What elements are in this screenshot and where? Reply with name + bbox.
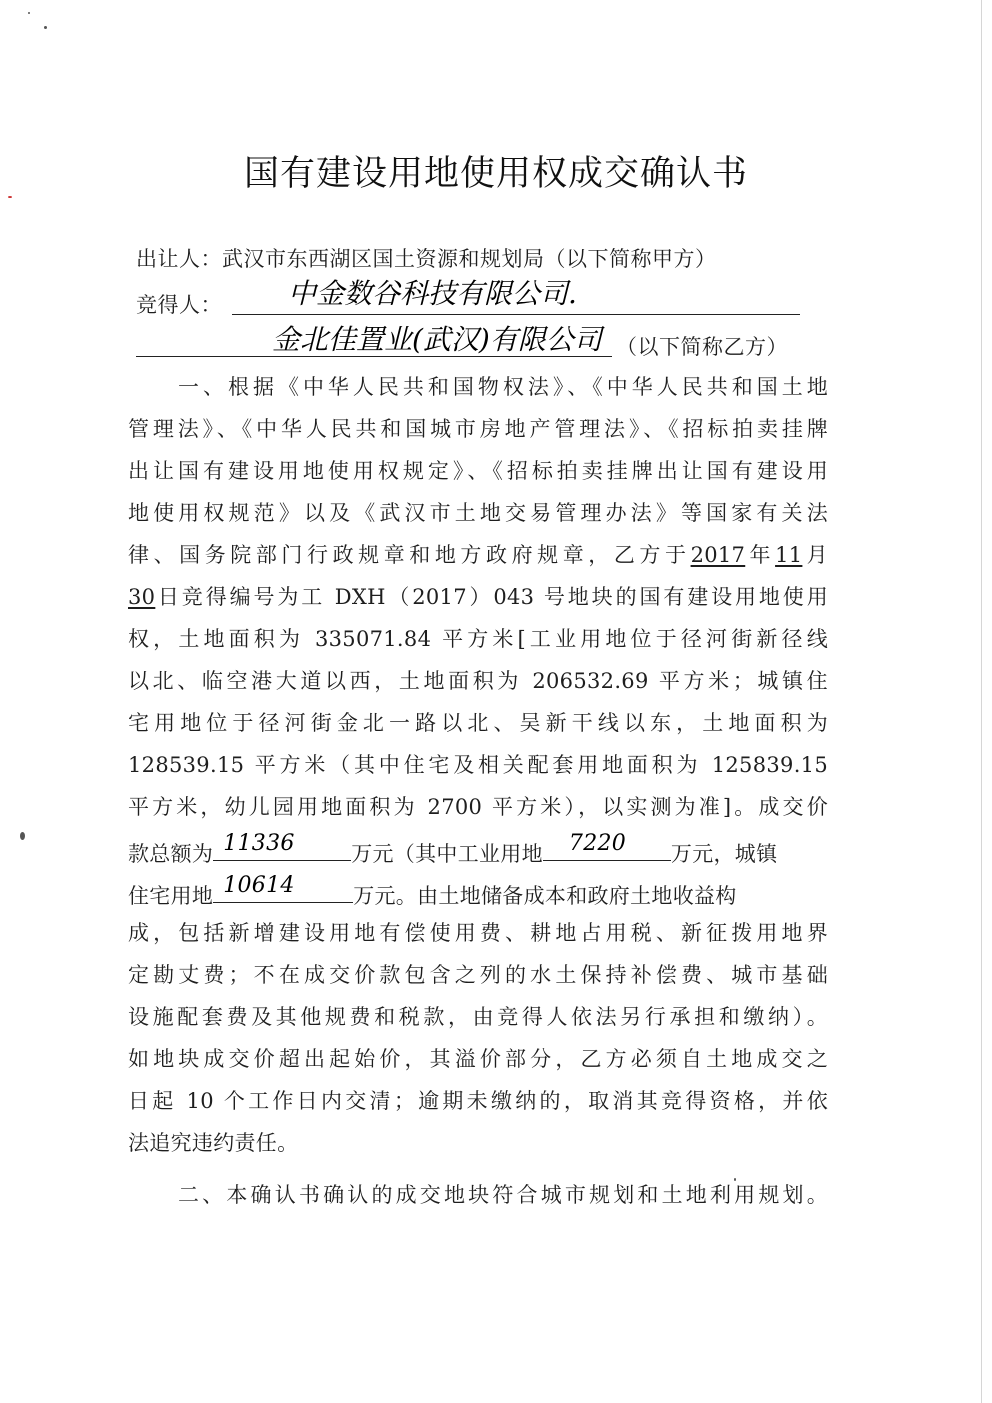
clause1-line: 出让国有建设用地使用权规定》、《招标拍卖挂牌出让国有建设用 — [128, 459, 828, 483]
grantor-value: 武汉市东西湖区国土资源和规划局（以下简称甲方） — [222, 247, 717, 271]
bidder-underline-1 — [232, 314, 800, 315]
clause1-line: 如地块成交价超出起始价，其溢价部分，乙方必须自土地成交之 — [128, 1047, 828, 1071]
bidder-handwritten-line1: 中金数谷科技有限公司. — [288, 277, 577, 310]
clause1-line-amounts — [128, 831, 828, 869]
page-edge — [981, 0, 982, 1403]
bidder-underline-2 — [136, 356, 612, 357]
clause1-text: 律、国务院部门行政规章和地方政府规章，乙方于 — [128, 543, 691, 567]
bidder-label: 竞得人： — [136, 293, 222, 317]
bidder-handwritten-line2: 金北佳置业(武汉)有限公司 — [272, 323, 602, 356]
total-amount-field — [213, 831, 351, 861]
clause1-line: 定勘丈费；不在成交价款包含之列的水土保持补偿费、城市基础 — [128, 963, 828, 987]
grantor-row — [136, 244, 717, 274]
clause1-line-residential — [128, 873, 828, 911]
clause1-line: 以北、临空港大道以西，土地面积为 206532.69 平方米；城镇住 — [128, 669, 828, 693]
clause1-text: 住宅用地 — [128, 884, 214, 908]
bidder-suffix: （以下简称乙方） — [616, 335, 788, 359]
clause1-line: 一、根据《中华人民共和国物权法》、《中华人民共和国土地 — [178, 375, 828, 399]
residential-amount: 10614 — [223, 873, 295, 898]
industrial-amount-field — [543, 831, 671, 861]
clause1-text: 万元（其中工业用地 — [351, 842, 543, 866]
award-month: 11 — [775, 543, 803, 567]
clause1-line: 平方米，幼儿园用地面积为 2700 平方米），以实测为准]。成交价 — [128, 795, 828, 819]
clause1-line: 日起 10 个工作日内交清；逾期未缴纳的，取消其竞得资格，并依 — [128, 1089, 828, 1113]
clause2-line: 二、本确认书确认的成交地块符合城市规划和土地利用规划。 — [178, 1183, 828, 1207]
clause1-line: 管理法》、《中华人民共和国城市房地产管理法》、《招标拍卖挂牌 — [128, 417, 828, 441]
scan-speck — [20, 832, 25, 840]
grantor-label: 出让人： — [136, 247, 222, 271]
clause1-line: 成，包括新增建设用地有偿使用费、耕地占用税、新征拨用地界 — [128, 921, 828, 945]
year-unit: 年 — [745, 543, 776, 567]
total-amount: 11336 — [223, 831, 295, 856]
clause1-line: 法追究违约责任。 — [128, 1131, 299, 1155]
clause1-text: 款总额为 — [128, 842, 214, 866]
scan-speck — [8, 196, 12, 198]
clause1-line-day — [128, 582, 828, 612]
scan-speck — [28, 12, 30, 14]
residential-amount-field — [213, 873, 353, 903]
clause1-line: 权，土地面积为 335071.84 平方米[工业用地位于径河街新径线 — [128, 627, 828, 651]
clause1-text: 万元。由土地储备成本和政府土地收益构 — [353, 884, 737, 908]
clause1-line: 地使用权规范》以及《武汉市土地交易管理办法》等国家有关法 — [128, 501, 828, 525]
clause1-text: 万元，城镇 — [670, 842, 778, 866]
document-title: 国有建设用地使用权成交确认书 — [243, 154, 748, 194]
month-unit: 月 — [802, 543, 828, 567]
clause1-text: 日竞得编号为工 DXH（2017）043 号地块的国有建设用地使用 — [155, 585, 828, 609]
industrial-amount: 7220 — [568, 831, 627, 856]
award-year: 2017 — [690, 543, 746, 567]
clause1-line: 设施配套费及其他规费和税款，由竞得人依法另行承担和缴纳）。 — [128, 1005, 828, 1029]
award-day: 30 — [128, 585, 156, 609]
clause1-line: 128539.15 平方米（其中住宅及相关配套用地面积为 125839.15 — [128, 753, 828, 777]
scan-speck — [44, 26, 47, 29]
clause1-line-date — [128, 540, 828, 570]
clause1-line: 宅用地位于径河街金北一路以北、吴新干线以东，土地面积为 — [128, 711, 828, 735]
